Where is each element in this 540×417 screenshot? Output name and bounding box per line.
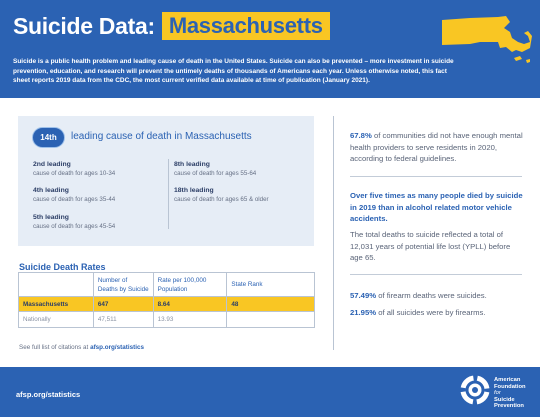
leading-item [33,214,163,230]
table-cell: 48 [227,297,315,312]
footer-banner [0,367,540,417]
afsp-lifebuoy-logo-icon [460,375,490,405]
org-name-line: American [494,377,521,383]
leading-item [174,187,304,203]
providers-text: of communities did not have enough mental health providers to serve residents in 2020, according to federal guidelines. [350,131,523,163]
providers-fact [350,130,524,165]
leading-item-title: 2nd leading [33,161,71,168]
table-cell: 8.64 [153,297,227,312]
fact-divider [350,274,522,275]
leading-item-title: 4th leading [33,187,69,194]
table-header-cell: Number of Deaths by Suicide [93,273,153,297]
table-cell: 13.93 [153,312,227,328]
citation-text: See full list of citations at [19,344,91,351]
rank-badge: 14th [32,127,65,148]
ypll-fact: The total deaths to suicide reflected a total of 12,031 years of potential life lost (YPLL) before age 65. [350,230,511,262]
table-cell: 47,511 [93,312,153,328]
citation-link[interactable]: afsp.org/statistics [90,344,144,351]
leading-item-title: 5th leading [33,214,69,221]
rank-label: leading cause of death in Massachusetts [71,131,252,142]
org-name-line: for [494,390,501,397]
leading-item-subtitle: cause of death for ages 35-44 [33,196,116,203]
table-cell [227,312,315,328]
leading-item [174,161,304,177]
table-header-cell: State Rank [227,273,315,297]
table-cell: Nationally [19,312,94,328]
providers-percent: 67.8% [350,131,372,140]
leading-item-title: 18th leading [174,187,214,194]
table-cell: Massachusetts [19,297,94,312]
citation-note [19,344,144,351]
leading-item-title: 8th leading [174,161,210,168]
rates-table-title: Suicide Death Rates [19,262,106,272]
firearm-fact [350,290,524,302]
firearm-percent: 57.49% [350,291,377,300]
org-name-line: Suicide [494,396,515,403]
leading-item-subtitle: cause of death for ages 55-64 [174,170,257,177]
table-header-cell [19,273,94,297]
header-banner [0,0,540,98]
intro-paragraph: Suicide is a public health problem and leading cause of death in the United States. Suicide can also be prevented – more investment in suicide prevention, education, and research will prevent the untimely deaths of thousands of Americans each year. Unless otherwise noted, this fact sheet reports 2019 data from the CDC, the most current verified data available at time of publication (January 2021). [13,58,454,84]
table-header-row [19,273,315,297]
firearm-text: of firearm deaths were suicides. [376,291,487,300]
footer-link[interactable]: afsp.org/statistics [16,390,81,399]
leading-item [33,187,163,203]
table-cell: 647 [93,297,153,312]
org-logo-text [494,377,538,410]
table-row [19,312,315,328]
rates-table [18,272,315,328]
suicide-firearm-fact [350,307,524,319]
leading-item-subtitle: cause of death for ages 45-54 [33,223,116,230]
comparison-headline: Over five times as many people died by suicide in 2019 than in alcohol related motor vehicle accidents. [350,191,523,223]
leading-item-subtitle: cause of death for ages 10-34 [33,170,116,177]
page-title [13,11,330,41]
fact-divider [350,176,522,177]
title-text: Suicide Data: [13,12,155,39]
card-divider [168,159,169,229]
table-row [19,297,315,312]
state-name-badge: Massachusetts [162,12,330,40]
leading-item [33,161,163,177]
org-name-line: Prevention [494,403,524,410]
suicide-firearm-text: of all suicides were by firearms. [376,308,486,317]
table-header-cell: Rate per 100,000 Population [153,273,227,297]
suicide-firearm-percent: 21.95% [350,308,377,317]
column-divider [333,116,334,350]
leading-item-subtitle: cause of death for ages 65 & older [174,196,269,203]
org-name-line: Foundation [494,383,526,390]
leading-cause-card [18,116,314,246]
